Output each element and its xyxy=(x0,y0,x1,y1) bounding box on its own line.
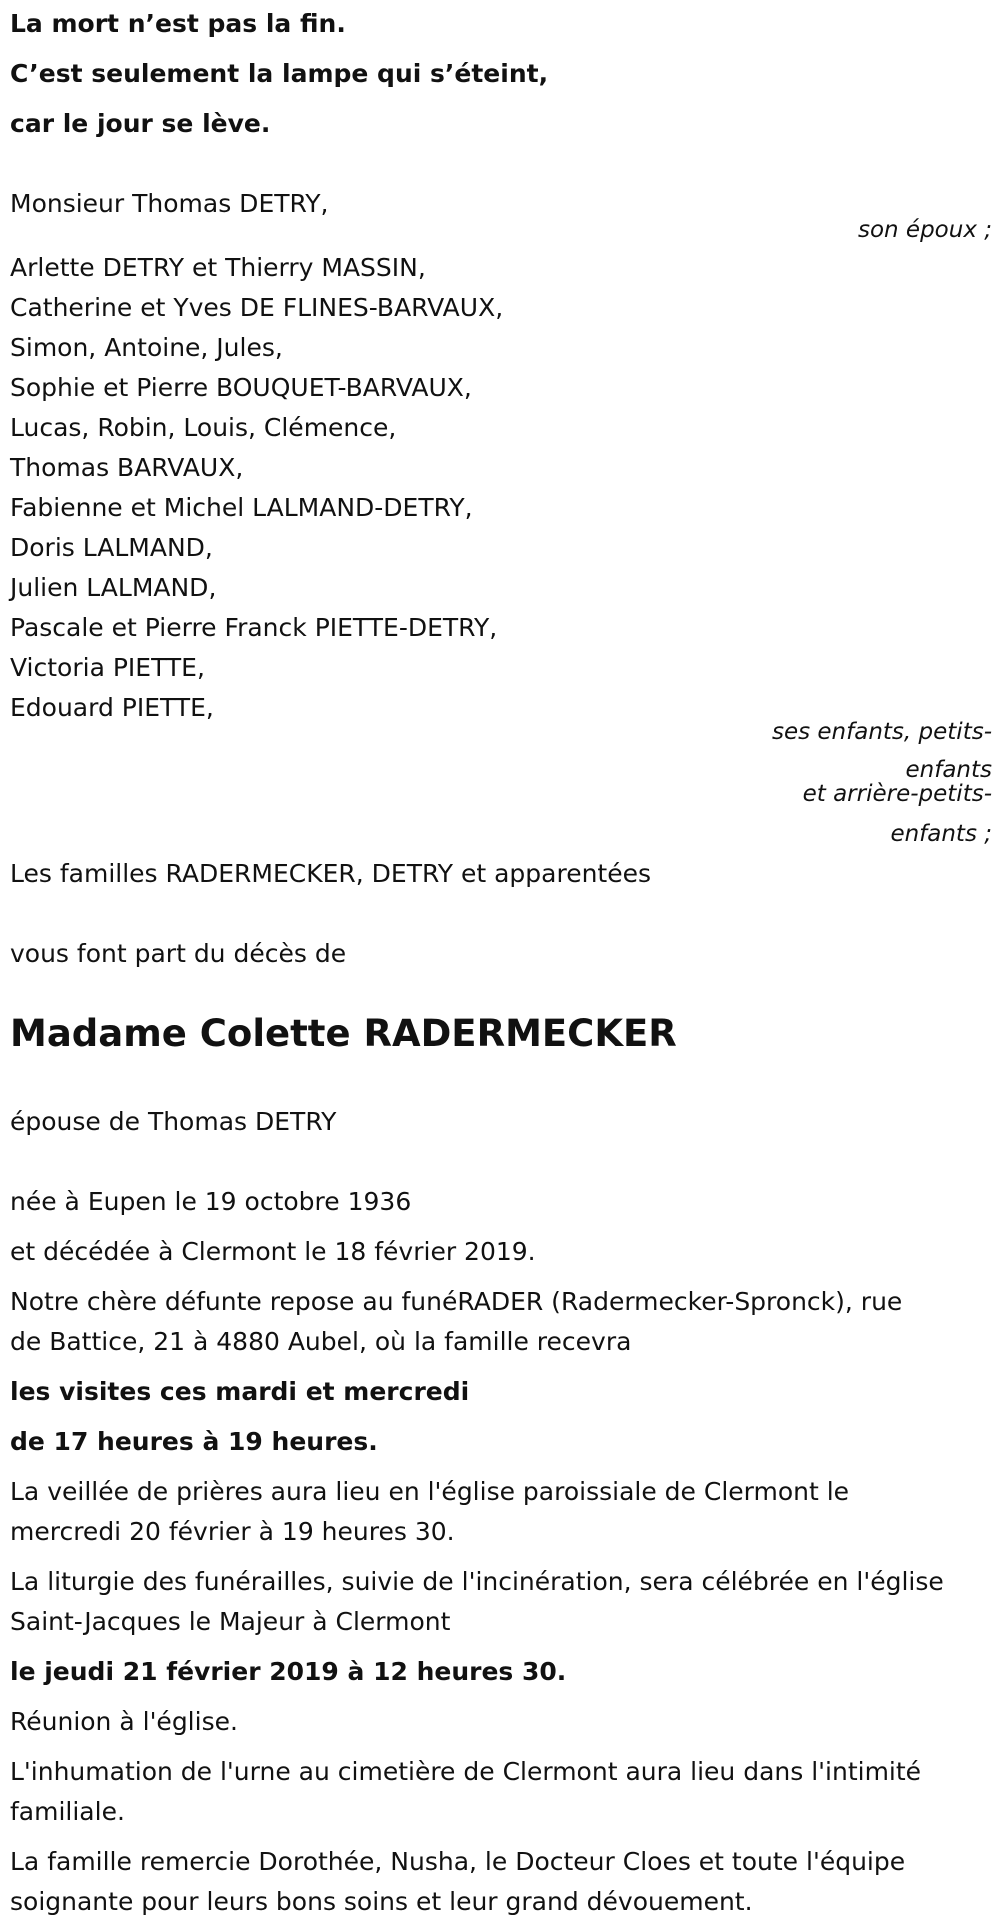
family-member: Doris LALMAND, xyxy=(10,533,213,562)
spouse-line: épouse de Thomas DETRY xyxy=(10,1107,337,1136)
thanks-line: La famille remercie Dorothée, Nusha, le Docteur Cloes et toute l'équipe xyxy=(10,1847,906,1876)
announce-line: vous font part du décès de xyxy=(10,939,347,968)
family-member: Pascale et Pierre Franck PIETTE-DETRY, xyxy=(10,613,498,642)
children-role: enfants xyxy=(905,757,992,783)
burial-line: familiale. xyxy=(10,1797,125,1826)
family-member: Thomas BARVAUX, xyxy=(10,453,244,482)
deceased-name: Madame Colette RADERMECKER xyxy=(10,1012,677,1055)
children-role: ses enfants, petits- xyxy=(771,719,992,745)
family-member: Catherine et Yves DE FLINES-BARVAUX, xyxy=(10,293,504,322)
family-member: Arlette DETRY et Thierry MASSIN, xyxy=(10,253,426,282)
death-line: et décédée à Clermont le 18 février 2019. xyxy=(10,1237,536,1266)
family-member: Edouard PIETTE, xyxy=(10,693,214,722)
family-member: Sophie et Pierre BOUQUET-BARVAUX, xyxy=(10,373,472,402)
vigil-line: La veillée de prières aura lieu en l'église paroissiale de Clermont le xyxy=(10,1477,850,1506)
family-member: Fabienne et Michel LALMAND-DETRY, xyxy=(10,493,473,522)
intro-line: C’est seulement la lampe qui s’éteint, xyxy=(10,59,549,88)
husband-line: Monsieur Thomas DETRY, xyxy=(10,189,329,218)
liturgy-line: Saint-Jacques le Majeur à Clermont xyxy=(10,1607,451,1636)
children-role: et arrière-petits- xyxy=(802,781,992,807)
repose-line: de Battice, 21 à 4880 Aubel, où la famille recevra xyxy=(10,1327,632,1356)
meeting-line: Réunion à l'église. xyxy=(10,1707,238,1736)
intro-line: La mort n’est pas la fin. xyxy=(10,9,346,38)
repose-line: Notre chère défunte repose au funéRADER (Radermecker-Spronck), rue xyxy=(10,1287,903,1316)
intro-line: car le jour se lève. xyxy=(10,109,271,138)
visits-line: de 17 heures à 19 heures. xyxy=(10,1427,378,1456)
family-member: Julien LALMAND, xyxy=(10,573,217,602)
family-member: Lucas, Robin, Louis, Clémence, xyxy=(10,413,397,442)
visits-line: les visites ces mardi et mercredi xyxy=(10,1377,470,1406)
family-member: Simon, Antoine, Jules, xyxy=(10,333,283,362)
burial-line: L'inhumation de l'urne au cimetière de Clermont aura lieu dans l'intimité xyxy=(10,1757,922,1786)
birth-line: née à Eupen le 19 octobre 1936 xyxy=(10,1187,412,1216)
thanks-line: soignante pour leurs bons soins et leur grand dévouement. xyxy=(10,1887,753,1916)
liturgy-date: le jeudi 21 février 2019 à 12 heures 30. xyxy=(10,1657,567,1686)
family-member: Victoria PIETTE, xyxy=(10,653,205,682)
husband-role: son époux ; xyxy=(857,217,992,243)
vigil-line: mercredi 20 février à 19 heures 30. xyxy=(10,1517,455,1546)
families-line: Les familles RADERMECKER, DETRY et apparentées xyxy=(10,859,652,888)
children-role: enfants ; xyxy=(890,821,992,847)
liturgy-line: La liturgie des funérailles, suivie de l'incinération, sera célébrée en l'église xyxy=(10,1567,944,1596)
